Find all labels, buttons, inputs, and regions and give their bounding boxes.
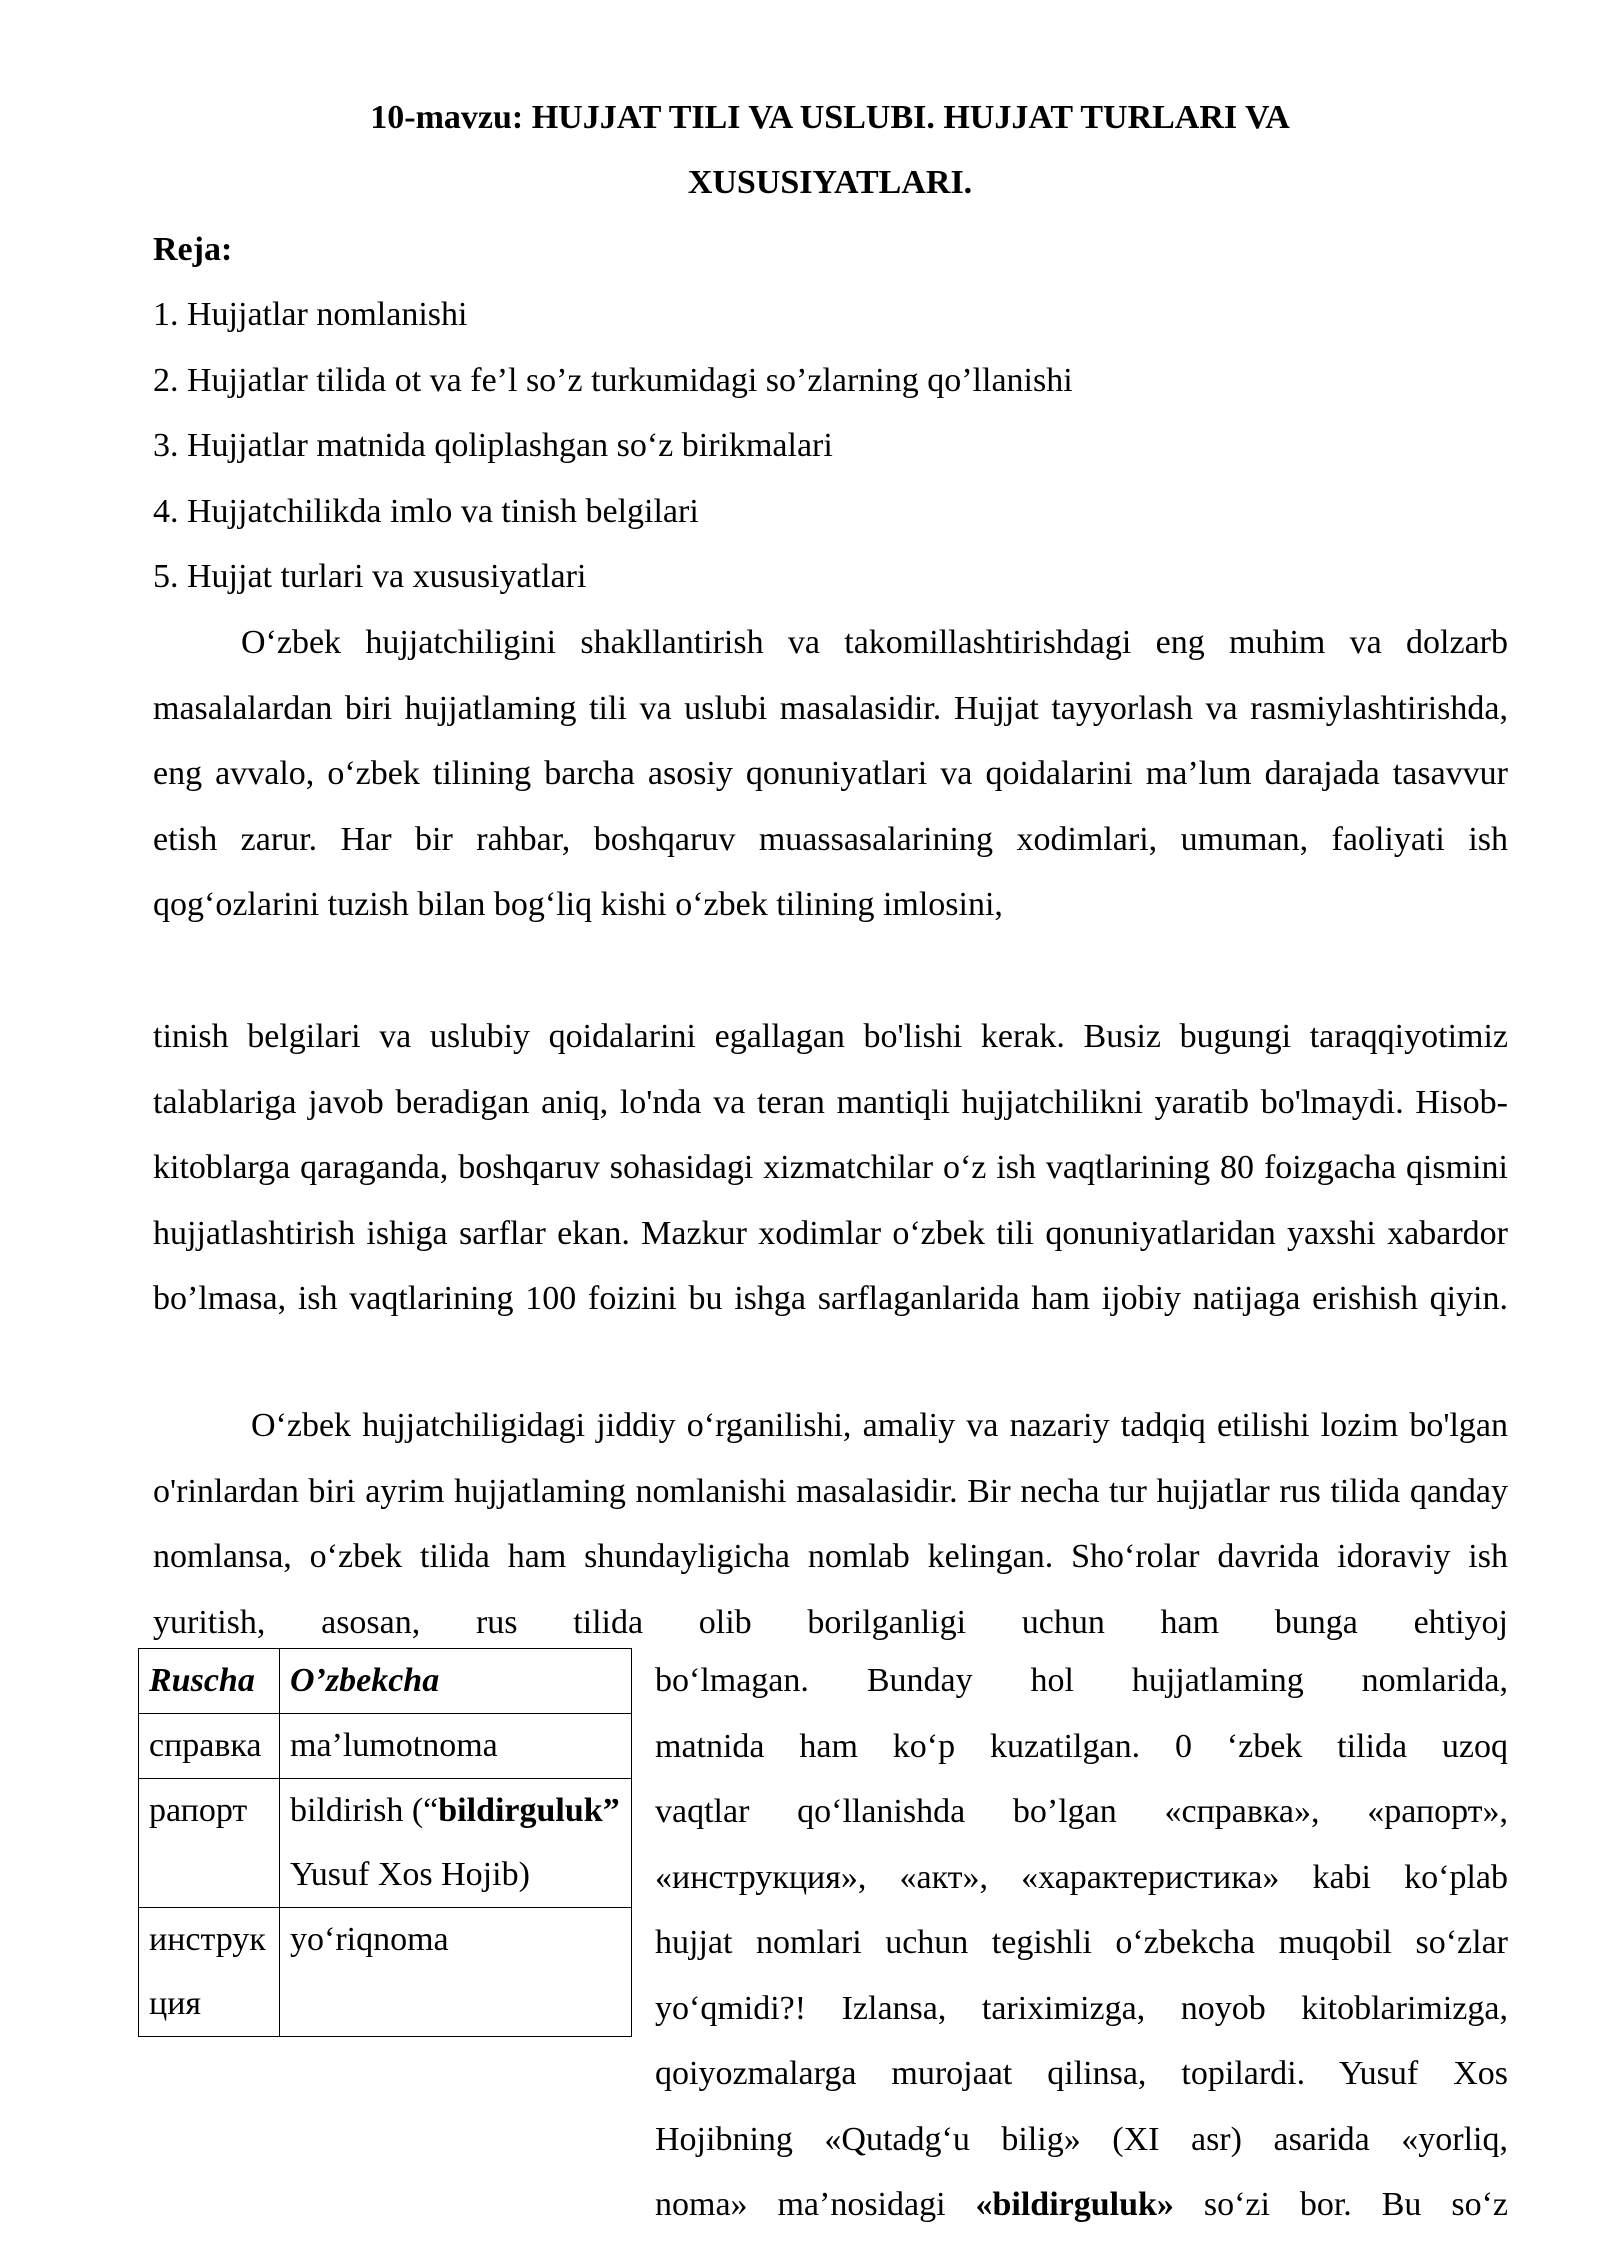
plan-heading: Reja: [153, 231, 233, 268]
russian-term: инструкция [139, 1908, 280, 2037]
plan-item: 3. Hujjatlar matnida qoliplashgan so‘z birikmalari [153, 427, 833, 464]
text-line: bo‘lmagan. Bunday hol hujjatlaming nomlarida, [655, 1662, 1508, 1699]
paragraph-intro: O‘zbek hujjatchiligini shakllantirish va takomillashtirishdagi eng muhim va dolzarb masalalardan biri hujjatlaming tili va uslubi masalasidir. Hujjat tayyorlash va rasmiylashtirishda, eng avvalo, o‘zbek tilining barcha asosiy qonuniyatlari va qoidalarini ma’lum darajada tasavvur etish zarur. Har bir rahbar, boshqaruv muassasalarining xodimlari, umuman, faoliyati ish qog‘ozlarini tuzish bilan bog‘liq kishi o‘zbek tilining imlosini, [153, 624, 1508, 923]
plan-item: 2. Hujjatlar tilida ot va fe’l so’z turkumidagi so’zlarning qo’llanishi [153, 361, 1073, 399]
uzbek-term: yo‘riqnoma [280, 1908, 632, 2037]
table-header-row [139, 1649, 632, 1714]
plan-item: 5. Hujjat turlari va xususiyatlari [153, 558, 587, 595]
paragraph-requirements: tinish belgilari va uslubiy qoidalarini egallagan bo'lishi kerak. Busiz bugungi taraqqiyotimiz talablariga javob beradigan aniq, lo'nda va teran mantiqli hujjatchilikni yaratib bo'lmaydi. Hisob-kitoblarga qaraganda, boshqaruv sohasidagi xizmatchilar o‘z ish vaqtlarining 80 foizgacha qismini hujjatlashtirish ishiga sarflar ekan. Mazkur xodimlar o‘zbek tili qonuniyatlaridan yaxshi xabardor bo’lmasa, ish vaqtlarining 100 foizini bu ishga sarflaganlarida ham ijobiy natijaga erishish qiyin. [153, 1018, 1508, 1317]
glossary-table [138, 1648, 632, 2037]
text-line: hujjat nomlari uchun tegishli o‘zbekcha muqobil so‘zlar [655, 1924, 1508, 1961]
text-line-last [655, 2172, 1508, 2238]
plan-item: 4. Hujjatchilikda imlo va tinish belgilari [153, 492, 699, 530]
text-fragment: so‘zi bor. Bu so‘z [1173, 2186, 1508, 2223]
text-line: qoiyozmalarga murojaat qilinsa, topilardi. Yusuf Xos [655, 2055, 1508, 2092]
column-header-russian: Ruscha [139, 1649, 280, 1714]
uzbek-term [280, 1779, 632, 1908]
plan-item: 1. Hujjatlar nomlanishi [153, 296, 468, 333]
russian-term: рапорт [139, 1779, 280, 1908]
text-line: «инструкция», «акт», «характеристика» kabi ko‘plab [655, 1858, 1508, 1896]
plan-list [153, 282, 1513, 610]
table-row [139, 1908, 632, 2037]
paragraph-naming-continued [655, 1648, 1508, 2238]
text-line: yo‘qmidi?! Izlansa, tariximizga, noyob kitoblarimizga, [655, 1989, 1508, 2027]
text-line: Hojibning «Qutadg‘u bilig» (XI asr) asarida «yorliq, [655, 2120, 1508, 2158]
uzbek-term-source: Yusuf Xos Hojib) [290, 1856, 530, 1893]
topic-title-line-1: 10-mavzu: HUJJAT TILI VA USLUBI. HUJJAT TURLARI VA [370, 99, 1290, 136]
topic-title-line-2: XUSUSIYATLARI. [687, 164, 973, 201]
uzbek-term-text: bildirish (“ [290, 1792, 439, 1829]
table-row [139, 1714, 632, 1779]
text-fragment: noma» ma’nosidagi [655, 2186, 976, 2223]
text-line: vaqtlar qo‘llanishda bo’lgan «справка», «рапорт», [655, 1793, 1508, 1830]
uzbek-term-bold: bildirguluk” [438, 1792, 620, 1829]
paragraph-naming: O‘zbek hujjatchiligidagi jiddiy o‘rganilishi, amaliy va nazariy tadqiq etilishi lozim bo'lgan o'rinlardan biri ayrim hujjatlaming nomlanishi masalasidir. Bir necha tur hujjatlar rus tilida qanday nomlansa, o‘zbek tilida ham shundayligicha nomlab kelingan. Sho‘rolar davrida idoraviy ish yuritish, asosan, rus tilida olib borilganligi uchun ham bunga ehtiyoj [153, 1407, 1508, 1641]
column-header-uzbek: O’zbekcha [280, 1649, 632, 1714]
bold-term: «bildirguluk» [975, 2186, 1174, 2223]
table-row [139, 1779, 632, 1908]
russian-term: справка [139, 1714, 280, 1779]
uzbek-term: ma’lumotnoma [280, 1714, 632, 1779]
text-line: matnida ham ko‘p kuzatilgan. 0 ‘zbek tilida uzoq [655, 1727, 1508, 1765]
